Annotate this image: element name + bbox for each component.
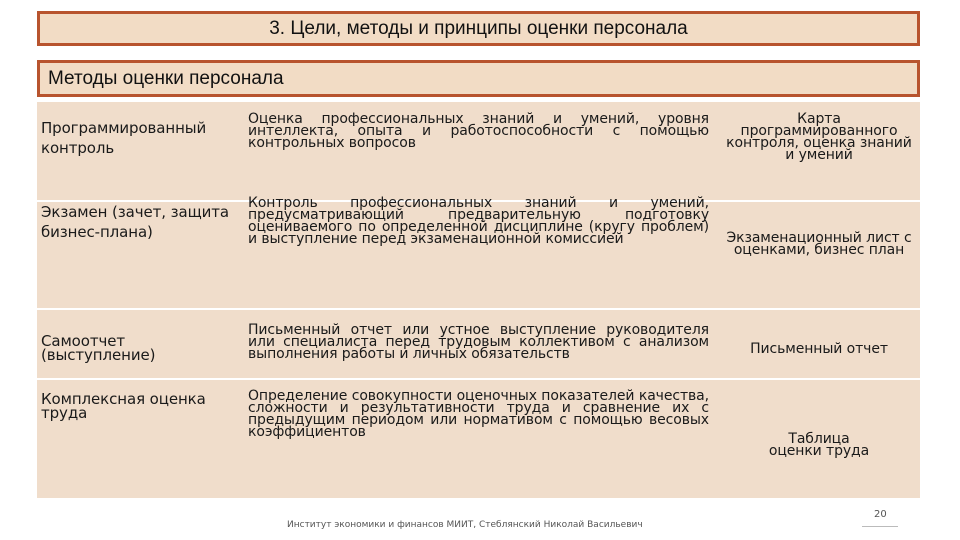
page-number: 20 xyxy=(874,509,887,520)
method-document: Карта программированного контроля, оценка знаний и умений xyxy=(726,111,912,163)
method-description: Контроль профессиональных знаний и умений, предусматривающий предварительную подготовку оцениваемого по определенной дисциплине (кругу проблем) и выступление перед экзаменационной комиссией xyxy=(248,195,709,247)
method-description: Оценка профессиональных знаний и умений, уровня интеллекта, опыта и работоспособности с помощью контрольных вопросов xyxy=(248,111,709,151)
table-row xyxy=(37,102,920,200)
method-document: Письменный отчет xyxy=(750,341,888,357)
method-name: Экзамен (зачет, защита бизнес-плана) xyxy=(41,203,229,241)
method-document: Экзаменационный лист с оценками, бизнес план xyxy=(726,230,912,258)
method-name: Программированный контроль xyxy=(41,119,207,157)
method-document: Таблица оценки труда xyxy=(768,431,870,459)
methods-table xyxy=(37,102,920,498)
table-row xyxy=(37,195,920,308)
section-heading: Методы оценки персонала xyxy=(37,60,920,97)
table-row xyxy=(37,380,920,498)
method-name: Самоотчет (выступление) xyxy=(41,332,156,364)
divider xyxy=(862,526,898,527)
method-description: Письменный отчет или устное выступление руководителя или специалиста перед трудовым коллективом с анализом выполнения работы и личных обязательств xyxy=(248,322,709,362)
table-row xyxy=(37,310,920,378)
method-name: Комплексная оценка труда xyxy=(41,390,206,422)
footer-credit: Институт экономики и финансов МИИТ, Стеблянский Николай Васильевич xyxy=(287,520,643,530)
slide-title: 3. Цели, методы и принципы оценки персонала xyxy=(37,11,920,46)
method-description: Определение совокупности оценочных показателей качества, сложности и результативности труда и сравнение их с предыдущим периодом или нормативом с помощью весовых коэффициентов xyxy=(248,388,709,440)
